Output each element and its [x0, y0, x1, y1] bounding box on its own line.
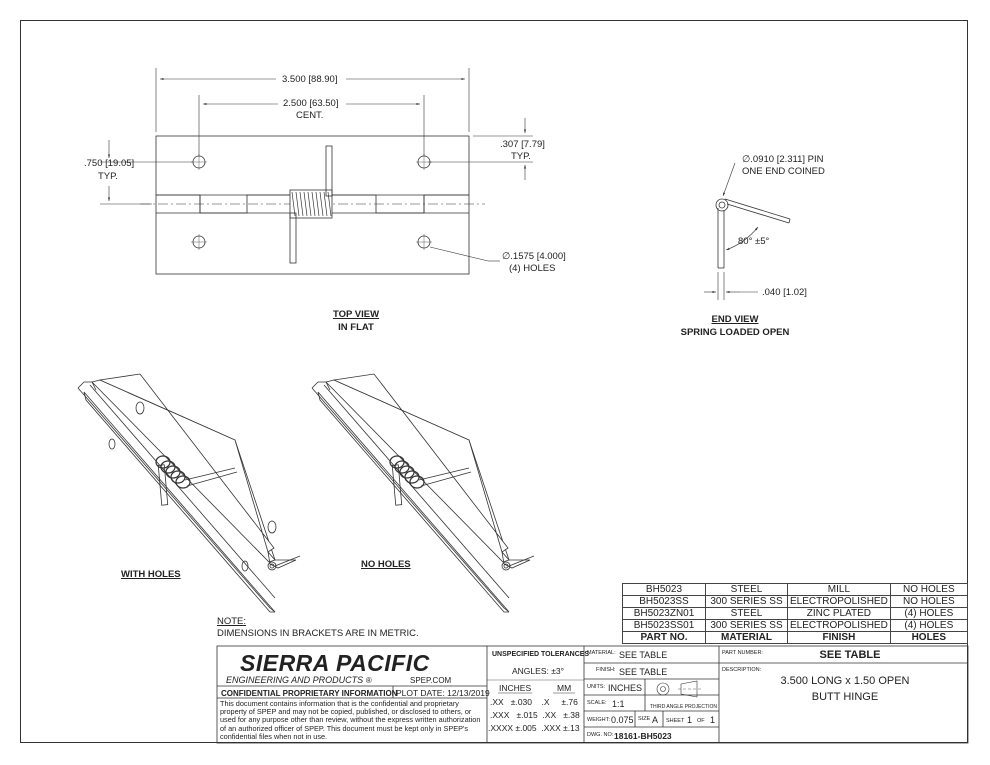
header-finish: FINISH [788, 632, 891, 644]
units-value: INCHES [608, 683, 643, 693]
dim-hole-centers-note: CENT. [296, 110, 324, 121]
company-subtitle [226, 675, 372, 686]
no-holes-label: NO HOLES [361, 559, 411, 570]
dim-hole-centers: 2.500 [63.50] [283, 98, 339, 109]
with-holes-label: WITH HOLES [121, 569, 181, 580]
inches-label: INCHES [499, 683, 532, 693]
tol-inch-value: ±.015 [516, 710, 538, 720]
table-header-row [623, 632, 968, 644]
angles-tolerance: ANGLES: ±3° [512, 666, 565, 676]
sheet-total: 1 [710, 715, 716, 725]
finish-cell: ELECTROPOLISHED [788, 596, 891, 608]
part-no-cell: BH5023 [623, 584, 706, 596]
header-part-no: PART NO. [623, 632, 706, 644]
note-heading: NOTE: [217, 616, 247, 627]
dim-open-angle: 80° ±5° [738, 236, 770, 247]
tol-inch-precision: .XXXX [488, 723, 514, 733]
tol-row [490, 697, 578, 708]
part-number-value: SEE TABLE [819, 649, 881, 661]
tol-inch-precision: .XX [490, 697, 504, 707]
dim-hole-row: .750 [19.05] [84, 158, 135, 169]
tol-mm-value: ±.13 [563, 723, 580, 733]
dim-edge-distance: .307 [7.79] [500, 139, 545, 150]
finish-label: FINISH: [596, 667, 616, 673]
tol-inch-precision: .XXX [490, 710, 510, 720]
dwg-no-label: DWG. NO: [587, 732, 614, 738]
tol-inch-value: ±.030 [510, 697, 533, 707]
iso-with-holes [78, 374, 300, 612]
note-text: DIMENSIONS IN BRACKETS ARE IN METRIC. [217, 628, 419, 639]
mm-label: MM [557, 683, 572, 693]
pin-note: ∅.0910 [2.311] PIN [742, 154, 824, 165]
header-holes: HOLES [890, 632, 967, 644]
material-cell: 300 SERIES SS [706, 596, 788, 608]
top-view-title: TOP VIEW [332, 309, 380, 320]
holes-cell: (4) HOLES [890, 608, 967, 620]
table-row [623, 620, 968, 632]
tol-inch-value: ±.005 [515, 723, 537, 733]
projection-label: THIRD ANGLE PROJECTION [650, 704, 717, 710]
part-no-cell: BH5023ZN01 [623, 608, 706, 620]
tol-mm-value: ±.76 [561, 697, 578, 707]
tol-mm-precision: .X [541, 697, 550, 707]
scale-label: SCALE: [587, 700, 607, 706]
confidential-text: This document contains information that is the confidential and proprietary property of SPEP and may not be copied, published, or disclosed to others, or used for any purpose other than review, without the express written authorization of an authorized officer of SPEP. This document must be kept only in SPEP's confidential files when not in use. [220, 699, 481, 741]
description-line-2: BUTT HINGE [811, 691, 879, 703]
dim-edge-note: TYP. [511, 151, 531, 162]
plot-date: PLOT DATE: 12/13/2019 [396, 688, 490, 698]
part-no-cell: BH5023SS01 [623, 620, 706, 632]
company-subtitle-text: ENGINEERING AND PRODUCTS [226, 675, 364, 685]
company-logo-text: SIERRA PACIFIC [240, 650, 430, 676]
material-label: MATERIAL: [587, 650, 616, 656]
table-row [623, 608, 968, 620]
finish-cell: MILL [788, 584, 891, 596]
dwg-no-value: 18161-BH5023 [614, 731, 672, 741]
registered-mark: ® [365, 676, 372, 685]
tol-mm-value: ±.38 [563, 710, 580, 720]
end-view-subtitle: SPRING LOADED OPEN [680, 327, 790, 338]
material-value: SEE TABLE [619, 650, 668, 660]
top-view-hinge [140, 136, 485, 274]
holes-cell: NO HOLES [890, 596, 967, 608]
finish-cell: ZINC PLATED [788, 608, 891, 620]
top-view-subtitle: IN FLAT [338, 322, 374, 333]
tol-row [490, 710, 580, 721]
size-value: A [652, 715, 659, 725]
table-row [623, 584, 968, 596]
tol-mm-precision: .XXX [541, 723, 561, 733]
parts-table [622, 583, 968, 644]
header-material: MATERIAL [706, 632, 788, 644]
sheet-label: SHEET [666, 718, 685, 724]
dim-hole-row-note: TYP. [98, 171, 118, 182]
description-label: DESCRIPTION: [722, 667, 762, 673]
size-label: SIZE [638, 716, 651, 722]
sheet-value: 1 [687, 715, 693, 725]
weight-value: 0.075 [611, 715, 634, 725]
table-row [623, 596, 968, 608]
tol-mm-precision: .XX [542, 710, 557, 720]
confidential-heading: CONFIDENTIAL PROPRIETARY INFORMATION [221, 689, 398, 698]
scale-value: 1:1 [612, 699, 625, 709]
dim-thickness: .040 [1.02] [762, 287, 807, 298]
holes-cell: NO HOLES [890, 584, 967, 596]
units-label: UNITS: [587, 684, 606, 690]
dim-hole-count: (4) HOLES [509, 263, 556, 274]
dim-overall-length: 3.500 [88.90] [282, 74, 338, 85]
finish-value: SEE TABLE [619, 667, 668, 677]
end-view-hinge [704, 163, 790, 300]
description-line-1: 3.500 LONG x 1.50 OPEN [780, 675, 910, 687]
pin-note-coined: ONE END COINED [742, 166, 825, 177]
holes-cell: (4) HOLES [890, 620, 967, 632]
part-number-label: PART NUMBER: [722, 650, 763, 656]
iso-no-holes [312, 374, 534, 612]
tolerances-heading: UNSPECIFIED TOLERANCES [492, 651, 590, 658]
material-cell: STEEL [706, 608, 788, 620]
tol-row [488, 723, 580, 734]
company-website: SPEP.COM [410, 676, 452, 685]
material-cell: 300 SERIES SS [706, 620, 788, 632]
finish-cell: ELECTROPOLISHED [788, 620, 891, 632]
weight-label: WEIGHT: [587, 717, 610, 723]
of-label: OF [697, 718, 705, 724]
dim-hole-diameter: ∅.1575 [4.000] [502, 251, 566, 262]
part-no-cell: BH5023SS [623, 596, 706, 608]
material-cell: STEEL [706, 584, 788, 596]
end-view-title: END VIEW [711, 314, 759, 325]
